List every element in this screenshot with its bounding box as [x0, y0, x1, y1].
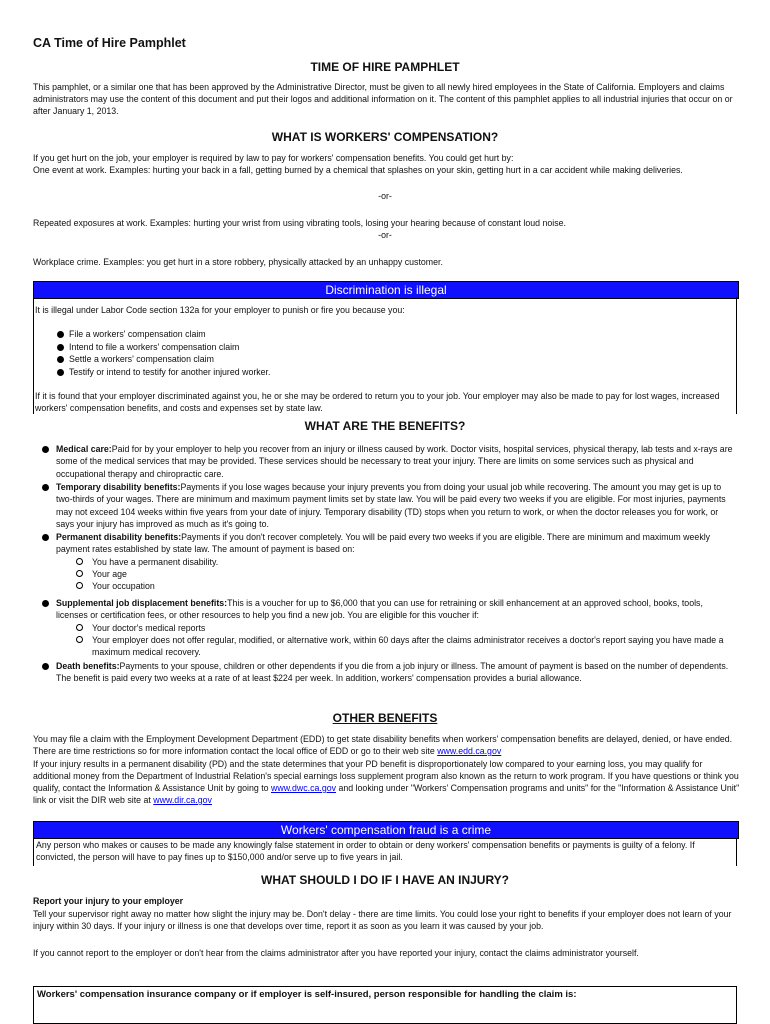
bullet-icon	[57, 331, 64, 338]
fraud-banner: Workers' compensation fraud is a crime	[33, 821, 739, 839]
main-heading: TIME OF HIRE PAMPHLET	[310, 60, 460, 74]
wc-or-2: -or-	[378, 230, 392, 240]
injury-paragraph-1: Tell your supervisor right away no matter how slight the injury may be. Don't delay - there are time limits. You could lose your right to benefits if your employer does not learn of your injury within 30 days. If your injury or illness is one that develops over time, report it as soon as you learn it was caused by your job.	[33, 909, 732, 931]
list-item: Your employer does not offer regular, modified, or alternative work, within 60 days after the claims administrator receives a doctor's report saying you have made a maximum medical recovery.	[76, 634, 736, 659]
list-item: Your occupation	[76, 580, 736, 592]
list-item: Intend to file a workers' compensation claim	[57, 341, 657, 354]
insurer-info-box	[33, 986, 737, 1024]
bullet-ring-icon	[76, 570, 83, 577]
wc-heading: WHAT IS WORKERS' COMPENSATION?	[271, 130, 499, 144]
list-item: You have a permanent disability.	[76, 556, 736, 568]
bullet-icon	[57, 344, 64, 351]
bullet-ring-icon	[76, 636, 83, 643]
edd-link[interactable]: www.edd.ca.gov	[437, 746, 502, 756]
bullet-ring-icon	[76, 558, 83, 565]
intro-paragraph: This pamphlet, or a similar one that has been approved by the Administrative Director, must be given to all newly hired employees in the State of California. Employers and claims administrators may use the content of this document and put their logos and additional information on it. The content of this pamphlet applies to all industrial injuries that occur on or after January 1, 2013.	[33, 82, 733, 116]
bullet-icon	[42, 534, 49, 541]
bullet-icon	[42, 446, 49, 453]
list-item: Settle a workers' compensation claim	[57, 353, 657, 366]
fraud-text: Any person who makes or causes to be made any knowingly false statement in order to obtain or deny workers' compensation benefits or payments is guilty of a felony. If convicted, the person will have to pay fines up to $150,000 and/or serve up to five years in jail.	[33, 838, 737, 866]
wc-line-2: One event at work. Examples: hurting your back in a fall, getting burned by a chemical that splashes on your skin, getting hurt in a car accident while making deliveries.	[33, 165, 683, 175]
bullet-ring-icon	[76, 582, 83, 589]
insurer-info-label: Workers' compensation insurance company or if employer is self-insured, person responsible for handling the claim is:	[37, 989, 577, 1000]
bullet-ring-icon	[76, 624, 83, 631]
injury-heading: WHAT SHOULD I DO IF I HAVE AN INJURY?	[261, 873, 509, 887]
other-benefits-paragraph-2: If your injury results in a permanent disability (PD) and the state determines that your PD benefit is disproportionately low compared to your earning loss, you may qualify for additional money from the Department of Industrial Relation's special earnings loss supplement program also known as the return to work program. If you have questions or think you qualify, contact the Information & Assistance Unit by going to www.dwc.ca.gov and looking under "Workers' Compensation programs and units" for the "Information & Assistance Unit" link or visit the DIR web site at www.dir.ca.gov	[33, 759, 740, 805]
list-item: Testify or intend to testify for another injured worker.	[57, 366, 657, 379]
dir-link[interactable]: www.dir.ca.gov	[153, 795, 212, 805]
discrimination-intro: It is illegal under Labor Code section 132a for your employer to punish or fire you because you:	[35, 305, 405, 315]
bullet-icon	[42, 484, 49, 491]
discrimination-banner: Discrimination is illegal	[33, 281, 739, 299]
list-item: Your doctor's medical reports	[76, 622, 736, 634]
bullet-icon	[42, 663, 49, 670]
benefit-medical-care: Medical care:Paid for by your employer to help you recover from an injury or illness caused by work. Doctor visits, hospital services, physical therapy, lab tests and x-rays are some of the medical services that may be provided. These services should be necessary to treat your injury. There are limits on some services such as physical and occupational therapy and chiropractic care.	[56, 443, 736, 480]
other-benefits-paragraph-1: You may file a claim with the Employment Development Department (EDD) to get state disability benefits when workers' compensation benefits are delayed, denied, or have ended. There are time restrictions so for more information contact the local office of EDD or go to their web site www.edd.ca.gov	[33, 734, 733, 756]
benefit-temporary-disability: Temporary disability benefits:Payments if you lose wages because your injury prevents you from doing your usual job while recovering. The amount you may get is up to two-thirds of your wages. There are minimum and maximum payment limits set by state law. You will be paid every two weeks if you are eligible. For most injuries, payments may not exceed 104 weeks within five years from your date of injury. Temporary disability (TD) stops when you return to work, or when the doctor releases you for work, or says your injury has improved as much as it's going to.	[56, 481, 736, 530]
bullet-icon	[57, 356, 64, 363]
wc-or-1: -or-	[378, 191, 392, 201]
wc-line-1: If you get hurt on the job, your employer is required by law to pay for workers' compensation benefits. You could get hurt by:	[33, 153, 514, 163]
benefits-heading: WHAT ARE THE BENEFITS?	[304, 419, 466, 433]
benefit-death: Death benefits:Payments to your spouse, children or other dependents if you die from a job injury or illness. The amount of payment is based on the number of dependents. The benefit is paid every two weeks at a rate of at least $224 per week. In addition, workers' compensation provides a burial allowance.	[56, 660, 736, 685]
wc-line-3: Repeated exposures at work. Examples: hurting your wrist from using vibrating tools, losing your hearing because of constant loud noise.	[33, 218, 566, 228]
report-injury-subheading: Report your injury to your employer	[33, 896, 184, 906]
injury-paragraph-2: If you cannot report to the employer or don't hear from the claims administrator after you have reported your injury, contact the claims administrator yourself.	[33, 948, 639, 958]
benefit-permanent-disability: Permanent disability benefits:Payments if you don't recover completely. You will be paid every two weeks if you are eligible. There are minimum and maximum weekly payment rates established by state law. The amount of payment is based on: You have a permanent disability. Your age Your occupation	[56, 531, 736, 592]
wc-line-4: Workplace crime. Examples: you get hurt in a store robbery, physically attacked by an unhappy customer.	[33, 257, 443, 267]
other-benefits-heading: OTHER BENEFITS	[332, 711, 438, 725]
bullet-icon	[57, 369, 64, 376]
document-title: CA Time of Hire Pamphlet	[33, 36, 186, 50]
discrimination-list	[57, 328, 657, 378]
bullet-icon	[42, 600, 49, 607]
dwc-link[interactable]: www.dwc.ca.gov	[270, 783, 337, 793]
list-item: Your age	[76, 568, 736, 580]
list-item: File a workers' compensation claim	[57, 328, 657, 341]
discrimination-outro: If it is found that your employer discriminated against you, he or she may be ordered to return you to your job. Your employer may also be made to pay for lost wages, increased workers' compensation benefits, and costs and expenses set by state law.	[35, 391, 720, 413]
benefit-supplemental-job-displacement: Supplemental job displacement benefits:This is a voucher for up to $6,000 that you can use for retraining or skill enhancement at an approved school, books, tools, licenses or certification fees, or other resources to help you find a new job. You are eligible for this voucher if: Your doctor's medical reports Your employer does not offer regular, modified, or alternative work, within 60 days after the claims administrator receives a doctor's report saying you have made a maximum medical recovery.	[56, 597, 736, 658]
